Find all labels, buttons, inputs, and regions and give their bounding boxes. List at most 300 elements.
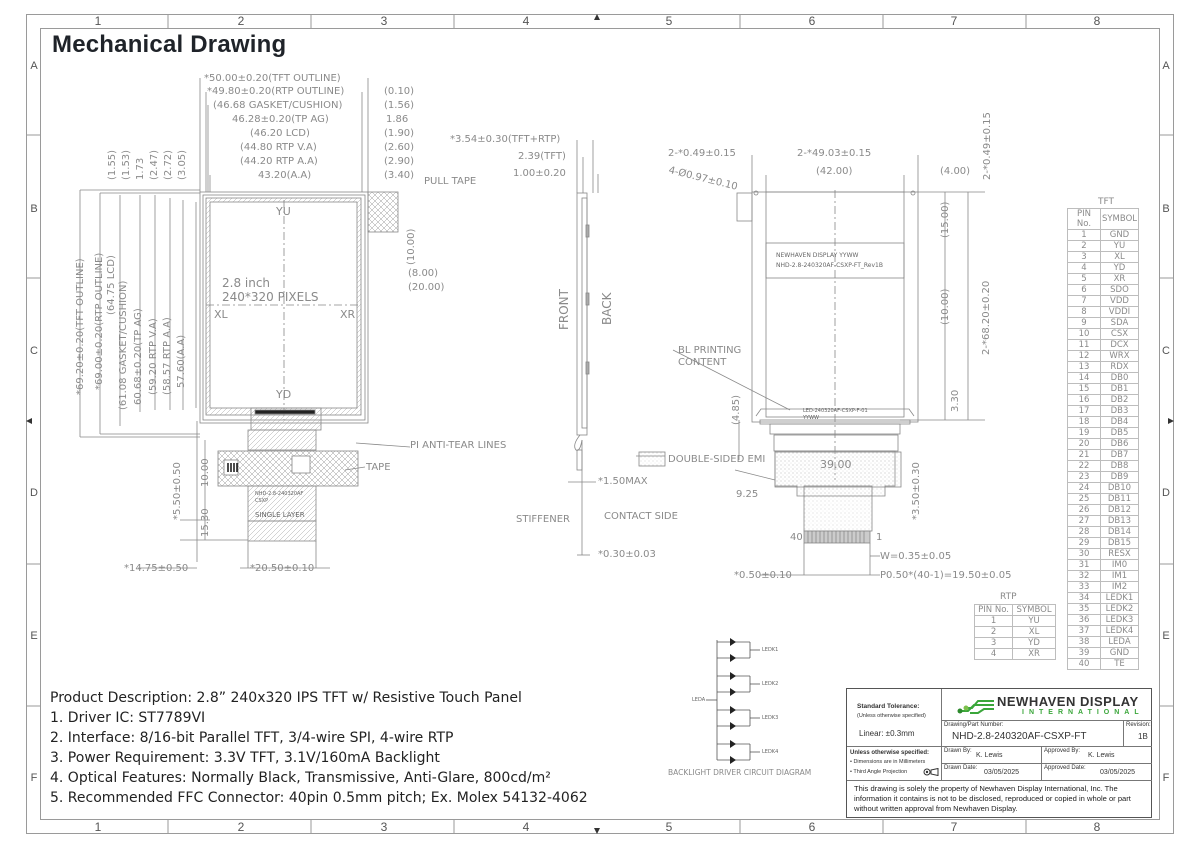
pin-symbol: RDX xyxy=(1100,362,1138,373)
table-row xyxy=(1068,626,1139,637)
title-block xyxy=(846,688,1152,818)
fpc-dim-offset: *5.50±0.50 xyxy=(172,462,183,520)
drawn-date-cell xyxy=(942,764,1042,781)
pin-symbol: DB4 xyxy=(1100,417,1138,428)
tft-pin-table xyxy=(1067,208,1139,670)
touch-label-bottom: YD xyxy=(276,388,292,401)
table-row xyxy=(1068,428,1139,439)
offset-left-4: (2.47) xyxy=(149,149,160,180)
pin-symbol: IM1 xyxy=(1100,571,1138,582)
pin-number: 21 xyxy=(1068,450,1101,461)
pin-number: 5 xyxy=(1068,274,1101,285)
side-dim-total: *3.54±0.30(TFT+RTP) xyxy=(450,134,561,145)
pin-number: 15 xyxy=(1068,384,1101,395)
dim-lcd-width: (46.20 LCD) xyxy=(250,128,310,139)
pin-number: 20 xyxy=(1068,439,1101,450)
table-row xyxy=(1068,549,1139,560)
table-row xyxy=(1068,560,1139,571)
pin-symbol: DB8 xyxy=(1100,461,1138,472)
zone-col-8: 8 xyxy=(1093,14,1101,28)
pin-symbol: DB5 xyxy=(1100,428,1138,439)
pin-symbol: DB1 xyxy=(1100,384,1138,395)
description-line: Product Description: 2.8” 240x320 IPS TFT w/ Resistive Touch Panel xyxy=(50,690,522,706)
rtp-table-caption: RTP xyxy=(1000,592,1017,602)
zone-row-c: C xyxy=(1162,345,1170,357)
zone-row-d: D xyxy=(30,487,38,499)
emi-width-dim: 39.00 xyxy=(820,458,852,471)
zone-col-7: 7 xyxy=(950,14,958,28)
pin-symbol: TE xyxy=(1100,659,1138,670)
back-dim-label-width: (42.00) xyxy=(816,166,853,177)
zone-row-d: D xyxy=(1162,487,1170,499)
pin-number: 19 xyxy=(1068,428,1101,439)
table-row xyxy=(1068,483,1139,494)
pin-symbol: YU xyxy=(1100,241,1138,252)
pin-symbol: LEDK4 xyxy=(1100,626,1138,637)
tape-label: TAPE xyxy=(366,462,391,473)
approved-date: 03/05/2025 xyxy=(1100,769,1136,776)
dim-tp-ag-width: 46.28±0.20(TP AG) xyxy=(232,114,329,125)
pin-number: 2 xyxy=(1068,241,1101,252)
pin-number: 1 xyxy=(975,616,1013,627)
table-row xyxy=(1068,395,1139,406)
bl-printing-label: BL PRINTING xyxy=(678,345,742,356)
offset-right-4: (1.90) xyxy=(384,128,415,139)
fpc-dim-15: 15.30 xyxy=(200,508,211,537)
pin-number: 37 xyxy=(1068,626,1101,637)
pin-number: 23 xyxy=(1068,472,1101,483)
tft-pin-rows xyxy=(1068,230,1139,670)
table-row xyxy=(1068,351,1139,362)
pin-symbol: SDA xyxy=(1100,318,1138,329)
pin-symbol: DB10 xyxy=(1100,483,1138,494)
pin-number: 16 xyxy=(1068,395,1101,406)
pin-number: 32 xyxy=(1068,571,1101,582)
zone-col-3: 3 xyxy=(380,820,388,834)
pull-tape-dim-offset: (20.00) xyxy=(408,282,445,293)
pin-number: 36 xyxy=(1068,615,1101,626)
pin-symbol: DB6 xyxy=(1100,439,1138,450)
zone-row-c: C xyxy=(30,345,38,357)
pin-symbol: XR xyxy=(1100,274,1138,285)
touch-label-right: XR xyxy=(340,308,356,321)
table-row xyxy=(975,616,1056,627)
offset-right-5: (2.60) xyxy=(384,142,415,153)
table-row xyxy=(1068,571,1139,582)
fpc-dim-left: *14.75±0.50 xyxy=(124,563,189,574)
zone-row-e: E xyxy=(30,630,38,642)
table-row xyxy=(975,627,1056,638)
company-logo-area xyxy=(942,689,1152,721)
dim-aa-height: 57.60(A.A) xyxy=(176,334,187,388)
zone-row-b: B xyxy=(1162,203,1170,215)
pin-symbol: GND xyxy=(1100,230,1138,241)
table-row xyxy=(975,638,1056,649)
company-name: NEWHAVEN DISPLAY xyxy=(997,694,1139,709)
back-dim-label-height: (10.00) xyxy=(940,288,951,325)
pin-symbol: DB14 xyxy=(1100,527,1138,538)
pad-width-dim: W=0.35±0.05 xyxy=(880,551,952,562)
pin-number: 4 xyxy=(975,649,1013,660)
rtp-pin-table xyxy=(974,604,1056,660)
approved-date-cell xyxy=(1042,764,1152,781)
dim-tft-outline-width: *50.00±0.20(TFT OUTLINE) xyxy=(204,73,341,84)
pin-symbol: DB9 xyxy=(1100,472,1138,483)
unless-label: Unless otherwise specified: xyxy=(850,750,930,756)
bl-print-code: LED-240320AF-CSXP-F-01 xyxy=(803,408,868,414)
pin-number: 27 xyxy=(1068,516,1101,527)
offset-right-3: 1.86 xyxy=(386,114,409,125)
table-row xyxy=(1068,461,1139,472)
table-row xyxy=(1068,274,1139,285)
pin-number: 25 xyxy=(1068,494,1101,505)
table-row xyxy=(1068,637,1139,648)
table-row xyxy=(1068,296,1139,307)
pin-number: 17 xyxy=(1068,406,1101,417)
table-row xyxy=(1068,230,1139,241)
zone-row-a: A xyxy=(30,60,38,72)
part-number-label: Drawing/Part Number: xyxy=(944,722,1004,728)
table-row xyxy=(1068,494,1139,505)
screen-size-label: 2.8 inch xyxy=(222,276,271,290)
pin-number: 26 xyxy=(1068,505,1101,516)
table-row xyxy=(1068,648,1139,659)
table-row xyxy=(1068,417,1139,428)
circuit-ledk4: LEDK4 xyxy=(762,749,779,755)
dim-rtp-outline-width: *49.80±0.20(RTP OUTLINE) xyxy=(207,86,345,97)
fpc-dim-width: *20.50±0.10 xyxy=(250,563,315,574)
table-row xyxy=(1068,406,1139,417)
dim-tp-ag-height: 60.68±0.20(TP AG) xyxy=(133,308,144,405)
zone-col-4: 4 xyxy=(522,820,530,834)
product-description xyxy=(50,688,588,808)
drawn-by-cell xyxy=(942,747,1042,764)
dim-lcd-height: (64.75 LCD) xyxy=(106,255,117,315)
approved-by: K. Lewis xyxy=(1088,752,1115,759)
table-row xyxy=(1068,450,1139,461)
back-dim-hole-v: 2-*0.49±0.15 xyxy=(982,112,993,180)
table-row xyxy=(1068,516,1139,527)
pin-symbol: WRX xyxy=(1100,351,1138,362)
touch-label-top: YU xyxy=(276,205,291,218)
offset-right-7: (3.40) xyxy=(384,170,415,181)
tft-header-pin: PIN No. xyxy=(1068,209,1101,230)
zone-col-1: 1 xyxy=(94,14,102,28)
pin-symbol: YD xyxy=(1100,263,1138,274)
pin-number: 29 xyxy=(1068,538,1101,549)
offset-left-3: 1.73 xyxy=(135,157,146,180)
dim-rtp-va-width: (44.80 RTP V.A) xyxy=(240,142,317,153)
zone-col-1: 1 xyxy=(94,820,102,834)
pin-symbol: GND xyxy=(1100,648,1138,659)
pin-symbol: DB7 xyxy=(1100,450,1138,461)
pin-number: 7 xyxy=(1068,296,1101,307)
zone-row-a: A xyxy=(1162,60,1170,72)
page-title: Mechanical Drawing xyxy=(52,31,287,58)
zone-row-f: F xyxy=(1162,772,1170,784)
third-angle-projection-icon xyxy=(923,768,939,776)
table-row xyxy=(1068,659,1139,670)
zone-col-8: 8 xyxy=(1093,820,1101,834)
description-line: 5. Recommended FFC Connector: 40pin 0.5mm pitch; Ex. Molex 54132-4062 xyxy=(50,790,588,806)
back-dim-9-25: 9.25 xyxy=(736,489,759,500)
pull-tape-label: PULL TAPE xyxy=(424,176,477,187)
dim-rtp-va-height: (59.20 RTP V.A) xyxy=(148,318,159,395)
back-dim-hole-offset: 2-*0.49±0.15 xyxy=(668,148,736,159)
pin-number: 34 xyxy=(1068,593,1101,604)
table-row xyxy=(1068,318,1139,329)
pin-symbol: DB0 xyxy=(1100,373,1138,384)
dim-tft-outline-height: *69.20±0.20(TFT OUTLINE) xyxy=(75,258,86,395)
pin-symbol: DCX xyxy=(1100,340,1138,351)
pin-symbol: XL xyxy=(1100,252,1138,263)
pin-number: 33 xyxy=(1068,582,1101,593)
back-dim-bottom: 3.30 xyxy=(950,389,961,412)
table-row xyxy=(1068,307,1139,318)
tolerance-cell xyxy=(847,689,942,747)
zone-col-7: 7 xyxy=(950,820,958,834)
contact-side-label: CONTACT SIDE xyxy=(604,511,678,522)
pin-number: 3 xyxy=(1068,252,1101,263)
pin-symbol: VDDI xyxy=(1100,307,1138,318)
zone-col-4: 4 xyxy=(522,14,530,28)
approved-by-label: Approved By: xyxy=(1044,748,1081,754)
circuit-ledk2: LEDK2 xyxy=(762,681,779,687)
pin-symbol: DB2 xyxy=(1100,395,1138,406)
description-line: 2. Interface: 8/16-bit Parallel TFT, 3/4-wire SPI, 4-wire RTP xyxy=(50,730,454,746)
table-row xyxy=(1068,329,1139,340)
pin-number: 35 xyxy=(1068,604,1101,615)
zone-row-e: E xyxy=(1162,630,1170,642)
drawn-by-label: Drawn By: xyxy=(944,748,972,754)
zone-col-6: 6 xyxy=(808,820,816,834)
pin-number: 40 xyxy=(1068,659,1101,670)
zone-col-2: 2 xyxy=(237,820,245,834)
offset-left-1: (1.55) xyxy=(107,149,118,180)
pin-symbol: LEDK1 xyxy=(1100,593,1138,604)
zone-row-f: F xyxy=(30,772,38,784)
stiffener-label: STIFFENER xyxy=(516,514,570,525)
zone-col-3: 3 xyxy=(380,14,388,28)
fpc-dim-10: 10.00 xyxy=(200,458,211,487)
offset-left-2: (1.53) xyxy=(121,149,132,180)
pin-symbol: DB12 xyxy=(1100,505,1138,516)
pin-symbol: IM2 xyxy=(1100,582,1138,593)
zone-col-5: 5 xyxy=(665,14,673,28)
bl-print-date: YYWW xyxy=(803,415,819,421)
tolerance-note: (Unless otherwise specified) xyxy=(857,713,926,719)
circuit-ledk1: LEDK1 xyxy=(762,647,779,653)
pin-symbol: SDO xyxy=(1100,285,1138,296)
back-dim-label-top: (15.00) xyxy=(940,201,951,238)
rtp-header-pin: PIN No. xyxy=(975,605,1013,616)
side-dim-rtp: 1.00±0.20 xyxy=(513,168,566,179)
pin-number: 18 xyxy=(1068,417,1101,428)
disclaimer: This drawing is solely the property of Newhaven Display International, Inc. The information it contains is not to be disclosed, reproduced or copied in whole or part without written approval from Newhaven Display. xyxy=(854,784,1131,813)
pin-number: 9 xyxy=(1068,318,1101,329)
pin-label-40: 40 xyxy=(790,532,803,543)
dim-gasket-width: (46.68 GASKET/CUSHION) xyxy=(213,100,343,111)
table-row xyxy=(1068,538,1139,549)
unless-item-dimensions: • Dimensions are in Millimeters xyxy=(850,759,926,765)
pin-symbol: YD xyxy=(1013,638,1056,649)
pin-symbol: VDD xyxy=(1100,296,1138,307)
approved-by-cell xyxy=(1042,747,1152,764)
linear-tolerance: Linear: ±0.3mm xyxy=(859,729,915,738)
pin-symbol: RESX xyxy=(1100,549,1138,560)
pin-number: 11 xyxy=(1068,340,1101,351)
circuit-leda: LEDA xyxy=(692,697,706,703)
side-dim-thickness: *0.30±0.03 xyxy=(598,549,656,560)
dim-rtp-outline-height: *69.00±0.20(RTP OUTLINE) xyxy=(94,252,105,390)
table-row xyxy=(1068,285,1139,296)
dim-gasket-height: (61.08 GASKET/CUSHION) xyxy=(118,280,129,410)
table-row xyxy=(1068,252,1139,263)
revision: 1B xyxy=(1138,732,1148,741)
part-number-cell xyxy=(942,721,1124,747)
zone-col-2: 2 xyxy=(237,14,245,28)
rtp-header-symbol: SYMBOL xyxy=(1013,605,1056,616)
description-line: 1. Driver IC: ST7789VI xyxy=(50,710,206,726)
table-row xyxy=(1068,241,1139,252)
pin-number: 10 xyxy=(1068,329,1101,340)
table-row xyxy=(1068,384,1139,395)
rtp-pin-rows xyxy=(975,616,1056,660)
offset-right-6: (2.90) xyxy=(384,156,415,167)
company-subname: INTERNATIONAL xyxy=(1022,709,1144,716)
offset-left-6: (3.05) xyxy=(177,149,188,180)
pin-number: 31 xyxy=(1068,560,1101,571)
side-dim-fpc-max: *1.50MAX xyxy=(598,476,648,487)
pin-number: 30 xyxy=(1068,549,1101,560)
fpc-print-part: NHD-2.8-240320AF xyxy=(255,491,304,497)
back-label-line1: NEWHAVEN DISPLAY YYWW xyxy=(776,252,859,259)
back-dim-edge: (4.00) xyxy=(940,166,971,177)
zone-col-5: 5 xyxy=(665,820,673,834)
pin-number: 6 xyxy=(1068,285,1101,296)
tft-table-caption: TFT xyxy=(1098,197,1115,207)
pin-number: 3 xyxy=(975,638,1013,649)
pin-number: 14 xyxy=(1068,373,1101,384)
pull-tape-dim-width: (8.00) xyxy=(408,268,439,279)
dim-rtp-aa-width: (44.20 RTP A.A) xyxy=(240,156,318,167)
unless-cell xyxy=(847,747,942,781)
pin-symbol: XR xyxy=(1013,649,1056,660)
pin-symbol: DB15 xyxy=(1100,538,1138,549)
front-label: FRONT xyxy=(557,289,571,330)
pin-number: 8 xyxy=(1068,307,1101,318)
table-row xyxy=(1068,615,1139,626)
table-row xyxy=(1068,373,1139,384)
circuit-caption: BACKLIGHT DRIVER CIRCUIT DIAGRAM xyxy=(668,768,812,777)
edge-dim: *0.50±0.10 xyxy=(734,570,792,581)
fpc-print-code: CSXP xyxy=(255,498,269,504)
description-line: 3. Power Requirement: 3.3V TFT, 3.1V/160mA Backlight xyxy=(50,750,440,766)
dim-aa-width: 43.20(A.A) xyxy=(258,170,312,181)
back-dim-fpc-length: *3.50±0.30 xyxy=(911,462,922,520)
pin-number: 22 xyxy=(1068,461,1101,472)
pin-symbol: DB3 xyxy=(1100,406,1138,417)
table-row xyxy=(1068,505,1139,516)
emi-legend-label: DOUBLE-SIDED EMI xyxy=(668,454,766,465)
fpc-print-layer: SINGLE LAYER xyxy=(255,511,305,519)
table-row xyxy=(1068,604,1139,615)
pin-symbol: DB13 xyxy=(1100,516,1138,527)
zone-col-6: 6 xyxy=(808,14,816,28)
side-dim-tft: 2.39(TFT) xyxy=(518,151,566,162)
circuit-logo-icon xyxy=(956,695,996,715)
table-row xyxy=(1068,263,1139,274)
offset-right-2: (1.56) xyxy=(384,100,415,111)
pin-symbol: YU xyxy=(1013,616,1056,627)
pin-symbol: IM0 xyxy=(1100,560,1138,571)
table-row xyxy=(1068,472,1139,483)
bl-printing-label-2: CONTENT xyxy=(678,357,727,368)
zone-row-b: B xyxy=(30,203,38,215)
pull-tape-dim-height: (10.00) xyxy=(406,228,417,265)
pin-symbol: LEDK3 xyxy=(1100,615,1138,626)
pin-number: 28 xyxy=(1068,527,1101,538)
unless-item-projection: • Third Angle Projection xyxy=(850,769,908,775)
tolerance-label: Standard Tolerance: xyxy=(857,703,920,710)
table-row xyxy=(1068,593,1139,604)
back-dim-hole-dia: 4-Ø0.97±0.10 xyxy=(667,165,739,193)
drawn-date: 03/05/2025 xyxy=(984,769,1020,776)
pin-number: 2 xyxy=(975,627,1013,638)
pin-label-1: 1 xyxy=(876,532,883,543)
back-dim-fpc-offset: (4.85) xyxy=(731,394,742,425)
pin-number: 38 xyxy=(1068,637,1101,648)
table-row xyxy=(1068,362,1139,373)
drawn-date-label: Drawn Date: xyxy=(944,765,978,771)
pin-number: 1 xyxy=(1068,230,1101,241)
revision-label: Revision: xyxy=(1126,722,1151,728)
back-label-line2: NHD-2.8-240320AF-CSXP-FT_Rev1B xyxy=(776,262,883,269)
pitch-dim: P0.50*(40-1)=19.50±0.05 xyxy=(880,570,1012,581)
pin-number: 24 xyxy=(1068,483,1101,494)
pin-symbol: LEDA xyxy=(1100,637,1138,648)
approved-date-label: Approved Date: xyxy=(1044,765,1086,771)
pin-number: 12 xyxy=(1068,351,1101,362)
resolution-label: 240*320 PIXELS xyxy=(222,290,319,304)
pin-number: 4 xyxy=(1068,263,1101,274)
touch-label-left: XL xyxy=(214,308,228,321)
table-row xyxy=(1068,340,1139,351)
pi-anti-tear-label: PI ANTI-TEAR LINES xyxy=(410,440,507,451)
circuit-ledk3: LEDK3 xyxy=(762,715,779,721)
pin-symbol: CSX xyxy=(1100,329,1138,340)
table-row xyxy=(1068,439,1139,450)
table-row xyxy=(975,649,1056,660)
tft-header-symbol: SYMBOL xyxy=(1100,209,1138,230)
pin-symbol: LEDK2 xyxy=(1100,604,1138,615)
offset-left-5: (2.72) xyxy=(163,149,174,180)
table-row xyxy=(1068,582,1139,593)
part-number: NHD-2.8-240320AF-CSXP-FT xyxy=(952,731,1087,742)
drawn-by: K. Lewis xyxy=(976,752,1003,759)
pin-number: 13 xyxy=(1068,362,1101,373)
pin-number: 39 xyxy=(1068,648,1101,659)
revision-cell xyxy=(1124,721,1152,747)
back-dim-hole-spacing: 2-*49.03±0.15 xyxy=(797,148,872,159)
pin-symbol: DB11 xyxy=(1100,494,1138,505)
back-dim-hole-vspacing: 2-*68.20±0.20 xyxy=(981,280,992,355)
description-line: 4. Optical Features: Normally Black, Transmissive, Anti-Glare, 800cd/m² xyxy=(50,770,551,786)
back-label: BACK xyxy=(600,292,614,325)
table-row xyxy=(1068,527,1139,538)
dim-rtp-aa-height: (58.57 RTP A.A) xyxy=(162,317,173,395)
pin-symbol: XL xyxy=(1013,627,1056,638)
